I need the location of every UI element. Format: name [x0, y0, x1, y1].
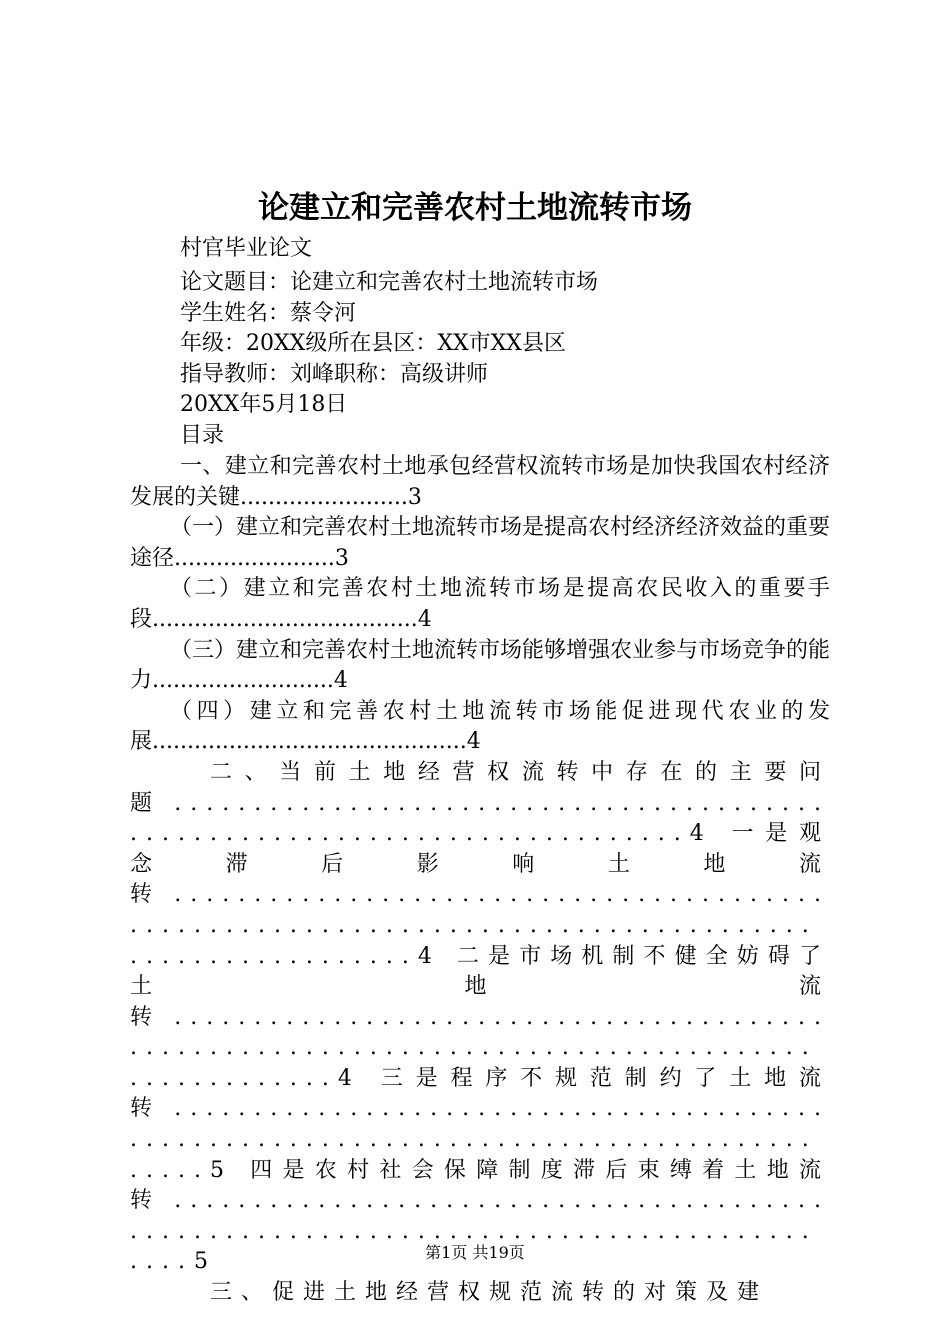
document-title: 论建立和完善农村土地流转市场: [258, 190, 692, 226]
paper-date: 20XX年5月18日: [180, 392, 348, 417]
toc-entry: 二、当前土地经营权流转中存在的主要问题............................................................................4 一是观念滞后影响土地流转......................................................................................................4 二是市场机制不健全妨碍了土地流转.................................................................................................4 三是程序不规范制约了土地流转.........................................................................................5 四是农村社会保障制度滞后束缚着土地流转........................................................................................5: [130, 759, 830, 1275]
advisor-and-title: 指导教师：刘峰职称：高级讲师: [180, 362, 489, 387]
toc-entry: 三、促进土地经营权规范流转的对策及建: [210, 1280, 769, 1306]
toc-heading: 目录: [180, 423, 225, 448]
paper-type: 村官毕业论文: [180, 236, 313, 261]
paper-topic: 论文题目：论建立和完善农村土地流转市场: [180, 270, 599, 295]
page-number: 第1页 共19页: [425, 1243, 525, 1262]
toc-entry: （一）建立和完善农村土地流转市场是提高农村经济经济效益的重要途径.......................3: [130, 515, 831, 571]
toc-entry: 一、建立和完善农村土地承包经营权流转市场是加快我国农村经济发展的关键........................3: [130, 454, 830, 510]
student-name: 学生姓名：蔡令河: [180, 301, 357, 326]
toc-entry: （二）建立和完善农村土地流转市场是提高农民收入的重要手段......................................4: [130, 576, 830, 632]
grade-and-district: 年级：20XX级所在县区：XX市XX县区: [180, 331, 566, 356]
toc-entry: （四）建立和完善农村土地流转市场能促进现代农业的发展.............................................4: [130, 698, 830, 755]
toc-entry: （三）建立和完善农村土地流转市场能够增强农业参与市场竞争的能力..........................4: [130, 637, 831, 694]
table-of-contents: [130, 452, 830, 1309]
